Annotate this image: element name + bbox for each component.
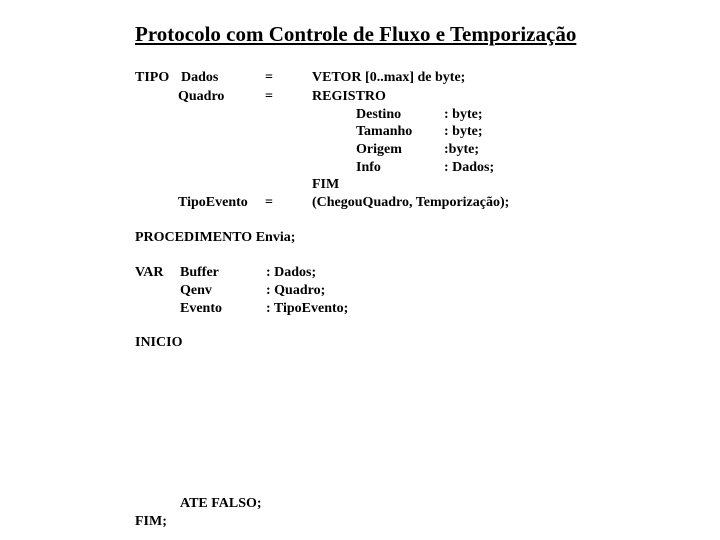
var-keyword: VAR xyxy=(135,265,164,280)
registro-end: FIM xyxy=(312,177,340,192)
var-name: Qenv xyxy=(180,283,212,298)
fim-keyword: FIM; xyxy=(135,514,167,529)
type-name-tipoevento: TipoEvento xyxy=(178,195,248,210)
type-name-dados: Dados xyxy=(181,70,219,85)
field-name: Origem xyxy=(356,142,402,157)
var-type: : TipoEvento; xyxy=(266,301,349,316)
quadro-definition: REGISTRO xyxy=(312,89,386,104)
field-name: Destino xyxy=(356,107,402,122)
field-type: : byte; xyxy=(444,107,483,122)
procedure-header: PROCEDIMENTO Envia; xyxy=(135,230,296,245)
field-type: : byte; xyxy=(444,124,483,139)
type-name-quadro: Quadro xyxy=(178,89,225,104)
dados-equals: = xyxy=(265,70,273,85)
field-type: :byte; xyxy=(444,142,479,157)
field-name: Info xyxy=(356,160,381,175)
tipoevento-definition: (ChegouQuadro, Temporização); xyxy=(312,195,510,210)
slide-title: Protocolo com Controle de Fluxo e Temporização xyxy=(135,22,577,46)
var-name: Buffer xyxy=(180,265,219,280)
tipo-keyword: TIPO xyxy=(135,70,170,85)
var-name: Evento xyxy=(180,301,222,316)
field-name: Tamanho xyxy=(356,124,413,139)
ate-statement: ATE FALSO; xyxy=(180,496,262,511)
var-type: : Dados; xyxy=(266,265,317,280)
var-type: : Quadro; xyxy=(266,283,326,298)
field-type: : Dados; xyxy=(444,160,495,175)
dados-definition: VETOR [0..max] de byte; xyxy=(312,70,466,85)
tipoevento-equals: = xyxy=(265,195,273,210)
quadro-equals: = xyxy=(265,89,273,104)
inicio-keyword: INICIO xyxy=(135,335,183,350)
